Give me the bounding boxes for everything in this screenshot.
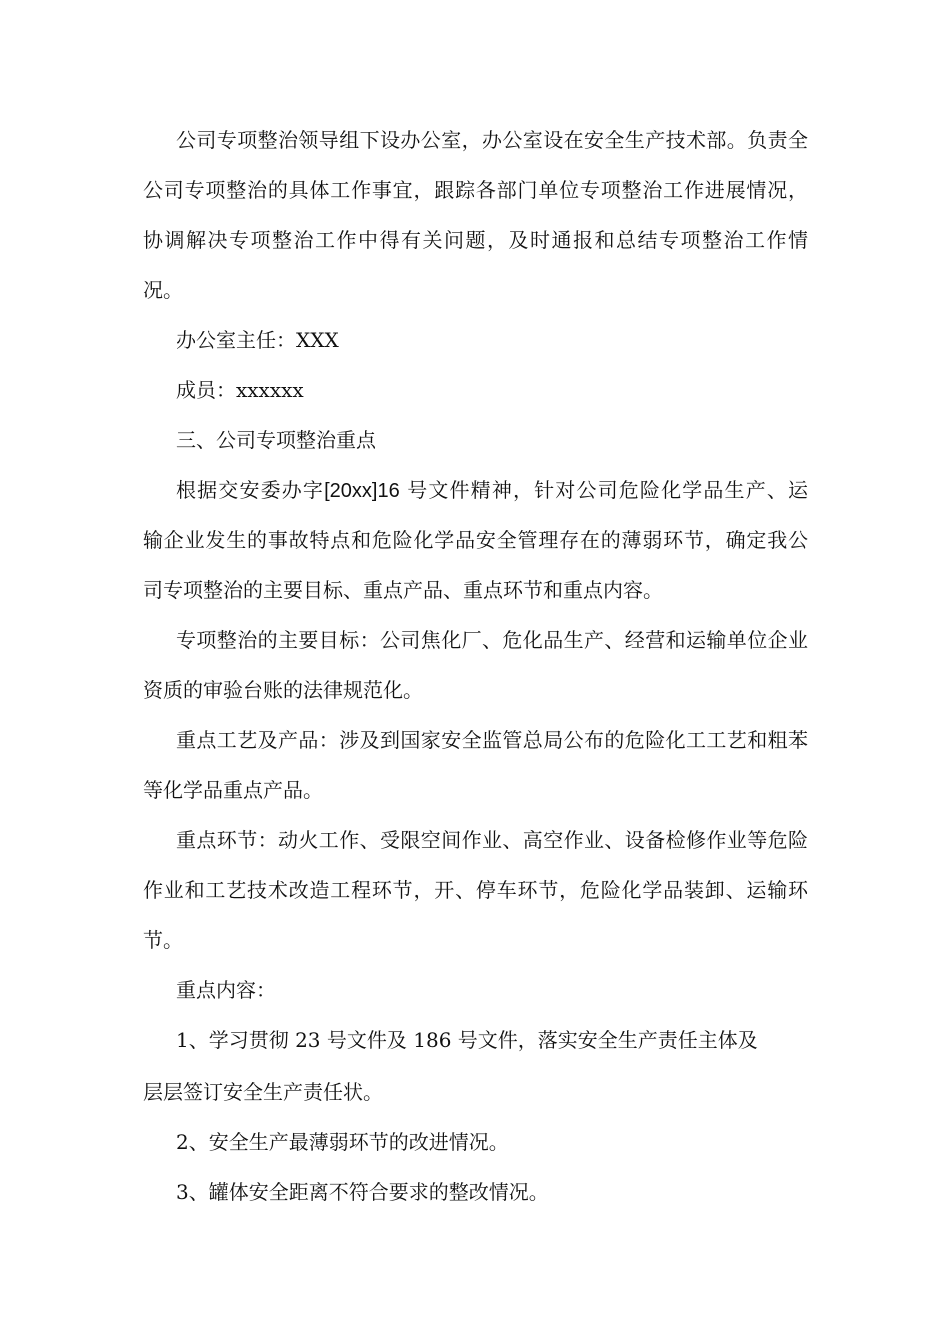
paragraph-links-line-3: 节。 <box>143 928 183 952</box>
list-item-3: 3、罐体安全距离不符合要求的整改情况。 <box>176 1180 549 1204</box>
paragraph-goals-line-2: 资质的审验台账的法律规范化。 <box>143 678 423 702</box>
paragraph-links-line-2: 作业和工艺技术改造工程环节，开、停车环节，危险化学品装卸、运输环 <box>143 878 808 902</box>
paragraph-basis-line-2: 输企业发生的事故特点和危险化学品安全管理存在的薄弱环节，确定我公 <box>143 528 808 552</box>
list-item-1-line-1: 1、学习贯彻 23 号文件及 186 号文件，落实安全生产责任主体及 <box>176 1028 758 1052</box>
list-item-1-line-2: 层层签订安全生产责任状。 <box>143 1080 383 1104</box>
paragraph-processes-line-2: 等化学品重点产品。 <box>143 778 323 802</box>
paragraph-basis-line-1 <box>176 476 808 504</box>
paragraph-office-line-3: 协调解决专项整治工作中得有关问题，及时通报和总结专项整治工作情 <box>143 228 808 252</box>
paragraph-basis-line-1-pre: 根据交安委办字 <box>176 478 325 502</box>
paragraph-goals-line-1: 专项整治的主要目标：公司焦化厂、危化品生产、经营和运输单位企业 <box>176 628 808 652</box>
list-item-2: 2、安全生产最薄弱环节的改进情况。 <box>176 1130 509 1154</box>
paragraph-basis-line-1-post: 号文件精神，针对公司危险化学品生产、运 <box>399 478 808 502</box>
office-members: 成员：xxxxxx <box>176 378 304 402</box>
paragraph-basis-line-3: 司专项整治的主要目标、重点产品、重点环节和重点内容。 <box>143 578 663 602</box>
document-code: [20xx]16 <box>324 480 400 502</box>
paragraph-office-line-2: 公司专项整治的具体工作事宜，跟踪各部门单位专项整治工作进展情况， <box>143 178 808 202</box>
paragraph-office-line-4: 况。 <box>143 278 183 302</box>
paragraph-links-line-1: 重点环节：动火工作、受限空间作业、高空作业、设备检修作业等危险 <box>176 828 808 852</box>
paragraph-office-line-1: 公司专项整治领导组下设办公室，办公室设在安全生产技术部。负责全 <box>176 128 808 152</box>
paragraph-processes-line-1: 重点工艺及产品：涉及到国家安全监管总局公布的危险化工工艺和粗苯 <box>176 728 808 752</box>
office-director: 办公室主任：XXX <box>176 328 339 352</box>
key-content-heading: 重点内容： <box>176 978 276 1002</box>
section-heading: 三、公司专项整治重点 <box>176 428 376 452</box>
